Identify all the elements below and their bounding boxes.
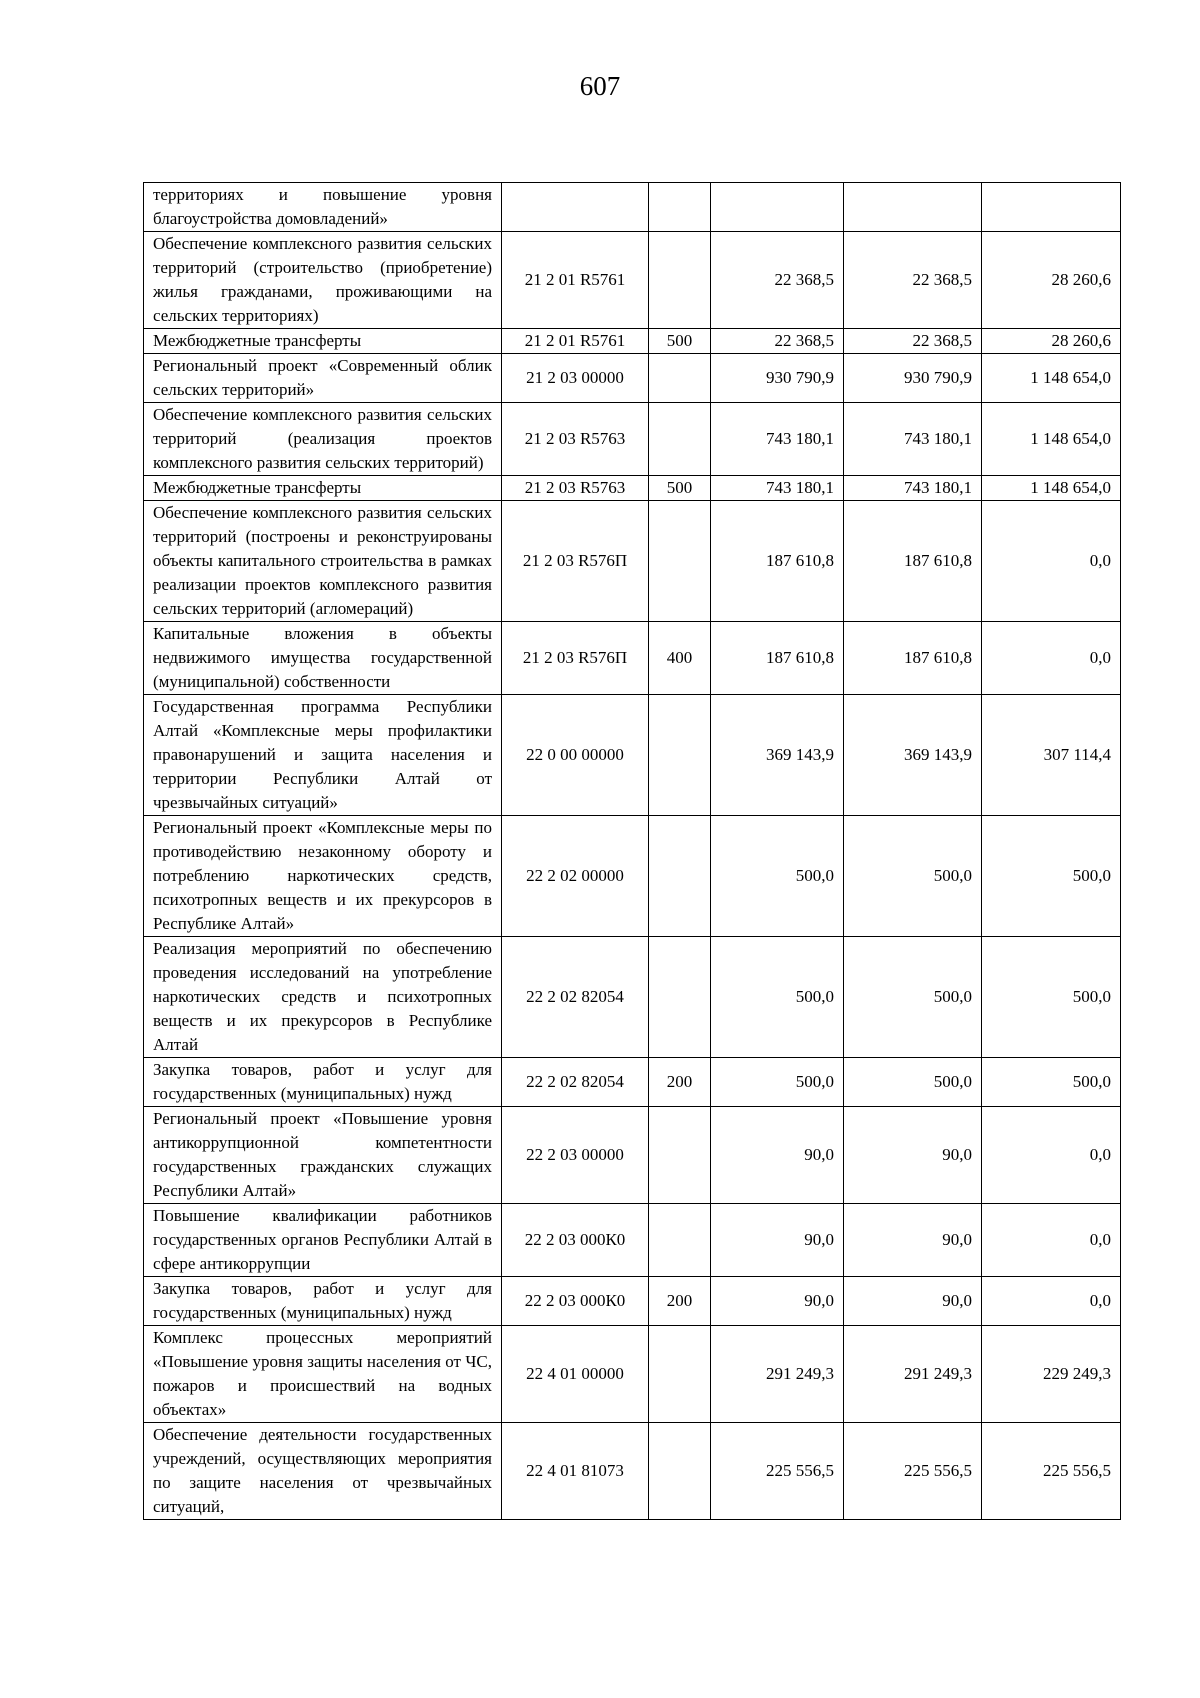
expense-type-cell xyxy=(649,695,711,816)
expense-type-cell xyxy=(649,816,711,937)
amount-cell-3: 229 249,3 xyxy=(982,1326,1121,1423)
amount-cell-3: 1 148 654,0 xyxy=(982,354,1121,403)
amount-cell-3: 500,0 xyxy=(982,1058,1121,1107)
item-name-cell: Повышение квалификации работников государственных органов Республики Алтай в сфере антикоррупции xyxy=(144,1204,502,1277)
amount-cell-2: 225 556,5 xyxy=(844,1423,982,1520)
target-code-cell: 21 2 03 R576П xyxy=(502,501,649,622)
table-row xyxy=(144,403,1121,476)
target-code-cell: 22 4 01 81073 xyxy=(502,1423,649,1520)
table-row xyxy=(144,1058,1121,1107)
expense-type-cell xyxy=(649,183,711,232)
table-row xyxy=(144,1423,1121,1520)
amount-cell-2: 500,0 xyxy=(844,816,982,937)
table-row xyxy=(144,232,1121,329)
amount-cell-1 xyxy=(711,183,844,232)
item-name-cell: Обеспечение деятельности государственных учреждений, осуществляющих мероприятия по защите населения от чрезвычайных ситуаций, xyxy=(144,1423,502,1520)
table-row xyxy=(144,816,1121,937)
expense-type-cell xyxy=(649,354,711,403)
amount-cell-3: 1 148 654,0 xyxy=(982,403,1121,476)
amount-cell-3: 307 114,4 xyxy=(982,695,1121,816)
expense-type-cell: 500 xyxy=(649,329,711,354)
target-code-cell: 21 2 03 R5763 xyxy=(502,476,649,501)
amount-cell-3: 225 556,5 xyxy=(982,1423,1121,1520)
target-code-cell: 21 2 03 R5763 xyxy=(502,403,649,476)
expense-type-cell xyxy=(649,1326,711,1423)
amount-cell-3: 1 148 654,0 xyxy=(982,476,1121,501)
amount-cell-1: 187 610,8 xyxy=(711,622,844,695)
target-code-cell: 22 2 02 00000 xyxy=(502,816,649,937)
expense-type-cell xyxy=(649,403,711,476)
amount-cell-3: 500,0 xyxy=(982,816,1121,937)
amount-cell-3: 0,0 xyxy=(982,1107,1121,1204)
amount-cell-3 xyxy=(982,183,1121,232)
expense-type-cell xyxy=(649,1204,711,1277)
item-name-cell: Закупка товаров, работ и услуг для государственных (муниципальных) нужд xyxy=(144,1277,502,1326)
item-name-cell: Комплекс процессных мероприятий «Повышение уровня защиты населения от ЧС, пожаров и происшествий на водных объектах» xyxy=(144,1326,502,1423)
amount-cell-3: 500,0 xyxy=(982,937,1121,1058)
amount-cell-3: 28 260,6 xyxy=(982,232,1121,329)
amount-cell-1: 500,0 xyxy=(711,816,844,937)
target-code-cell: 22 2 03 000К0 xyxy=(502,1277,649,1326)
amount-cell-2: 187 610,8 xyxy=(844,622,982,695)
item-name-cell: Обеспечение комплексного развития сельских территорий (построены и реконструированы объекты капитального строительства в рамках реализации проектов комплексного развития сельских территорий (агломераций) xyxy=(144,501,502,622)
target-code-cell: 22 2 03 00000 xyxy=(502,1107,649,1204)
amount-cell-2: 743 180,1 xyxy=(844,476,982,501)
table-row xyxy=(144,476,1121,501)
page-number: 607 xyxy=(579,71,621,101)
item-name-cell: Закупка товаров, работ и услуг для государственных (муниципальных) нужд xyxy=(144,1058,502,1107)
expense-type-cell: 500 xyxy=(649,476,711,501)
target-code-cell: 22 2 03 000К0 xyxy=(502,1204,649,1277)
target-code-cell: 21 2 03 00000 xyxy=(502,354,649,403)
expense-type-cell xyxy=(649,1107,711,1204)
amount-cell-1: 930 790,9 xyxy=(711,354,844,403)
amount-cell-2: 291 249,3 xyxy=(844,1326,982,1423)
amount-cell-1: 291 249,3 xyxy=(711,1326,844,1423)
expense-type-cell xyxy=(649,232,711,329)
table-row xyxy=(144,695,1121,816)
table-row xyxy=(144,329,1121,354)
item-name-cell: Государственная программа Республики Алтай «Комплексные меры профилактики правонарушений и защита населения и территории Республики Алтай от чрезвычайных ситуаций» xyxy=(144,695,502,816)
amount-cell-2 xyxy=(844,183,982,232)
amount-cell-1: 369 143,9 xyxy=(711,695,844,816)
amount-cell-2: 369 143,9 xyxy=(844,695,982,816)
target-code-cell xyxy=(502,183,649,232)
amount-cell-1: 187 610,8 xyxy=(711,501,844,622)
expense-type-cell: 400 xyxy=(649,622,711,695)
item-name-cell: Межбюджетные трансферты xyxy=(144,476,502,501)
expense-type-cell xyxy=(649,1423,711,1520)
item-name-cell: Обеспечение комплексного развития сельских территорий (реализация проектов комплексного развития сельских территорий) xyxy=(144,403,502,476)
item-name-cell: Межбюджетные трансферты xyxy=(144,329,502,354)
target-code-cell: 22 2 02 82054 xyxy=(502,1058,649,1107)
amount-cell-1: 500,0 xyxy=(711,937,844,1058)
target-code-cell: 21 2 03 R576П xyxy=(502,622,649,695)
expense-type-cell: 200 xyxy=(649,1277,711,1326)
amount-cell-2: 90,0 xyxy=(844,1107,982,1204)
table-row xyxy=(144,501,1121,622)
amount-cell-3: 0,0 xyxy=(982,1277,1121,1326)
item-name-cell: территориях и повышение уровня благоустройства домовладений» xyxy=(144,183,502,232)
amount-cell-2: 500,0 xyxy=(844,1058,982,1107)
amount-cell-1: 743 180,1 xyxy=(711,476,844,501)
amount-cell-3: 0,0 xyxy=(982,501,1121,622)
amount-cell-2: 22 368,5 xyxy=(844,232,982,329)
amount-cell-2: 90,0 xyxy=(844,1204,982,1277)
amount-cell-2: 22 368,5 xyxy=(844,329,982,354)
amount-cell-1: 743 180,1 xyxy=(711,403,844,476)
target-code-cell: 22 2 02 82054 xyxy=(502,937,649,1058)
budget-table xyxy=(143,182,1121,1520)
amount-cell-3: 0,0 xyxy=(982,1204,1121,1277)
table-row xyxy=(144,622,1121,695)
amount-cell-2: 187 610,8 xyxy=(844,501,982,622)
expense-type-cell xyxy=(649,937,711,1058)
amount-cell-1: 500,0 xyxy=(711,1058,844,1107)
amount-cell-2: 500,0 xyxy=(844,937,982,1058)
table-row xyxy=(144,1204,1121,1277)
item-name-cell: Региональный проект «Повышение уровня антикоррупционной компетентности государственных гражданских служащих Республики Алтай» xyxy=(144,1107,502,1204)
amount-cell-2: 930 790,9 xyxy=(844,354,982,403)
table-row xyxy=(144,354,1121,403)
target-code-cell: 21 2 01 R5761 xyxy=(502,232,649,329)
amount-cell-1: 225 556,5 xyxy=(711,1423,844,1520)
amount-cell-1: 90,0 xyxy=(711,1107,844,1204)
target-code-cell: 22 4 01 00000 xyxy=(502,1326,649,1423)
table-row xyxy=(144,1277,1121,1326)
target-code-cell: 22 0 00 00000 xyxy=(502,695,649,816)
item-name-cell: Капитальные вложения в объекты недвижимого имущества государственной (муниципальной) собственности xyxy=(144,622,502,695)
table-row xyxy=(144,1326,1121,1423)
expense-type-cell: 200 xyxy=(649,1058,711,1107)
amount-cell-2: 743 180,1 xyxy=(844,403,982,476)
item-name-cell: Реализация мероприятий по обеспечению проведения исследований на употребление наркотических средств и психотропных веществ и их прекурсоров в Республике Алтай xyxy=(144,937,502,1058)
target-code-cell: 21 2 01 R5761 xyxy=(502,329,649,354)
expense-type-cell xyxy=(649,501,711,622)
amount-cell-3: 0,0 xyxy=(982,622,1121,695)
table-row xyxy=(144,1107,1121,1204)
table-row xyxy=(144,937,1121,1058)
item-name-cell: Обеспечение комплексного развития сельских территорий (строительство (приобретение) жилья гражданами, проживающими на сельских территориях) xyxy=(144,232,502,329)
amount-cell-1: 22 368,5 xyxy=(711,329,844,354)
amount-cell-1: 22 368,5 xyxy=(711,232,844,329)
amount-cell-3: 28 260,6 xyxy=(982,329,1121,354)
item-name-cell: Региональный проект «Современный облик сельских территорий» xyxy=(144,354,502,403)
amount-cell-1: 90,0 xyxy=(711,1277,844,1326)
amount-cell-2: 90,0 xyxy=(844,1277,982,1326)
amount-cell-1: 90,0 xyxy=(711,1204,844,1277)
item-name-cell: Региональный проект «Комплексные меры по противодействию незаконному обороту и потреблению наркотических средств, психотропных веществ и их прекурсоров в Республике Алтай» xyxy=(144,816,502,937)
table-row xyxy=(144,183,1121,232)
